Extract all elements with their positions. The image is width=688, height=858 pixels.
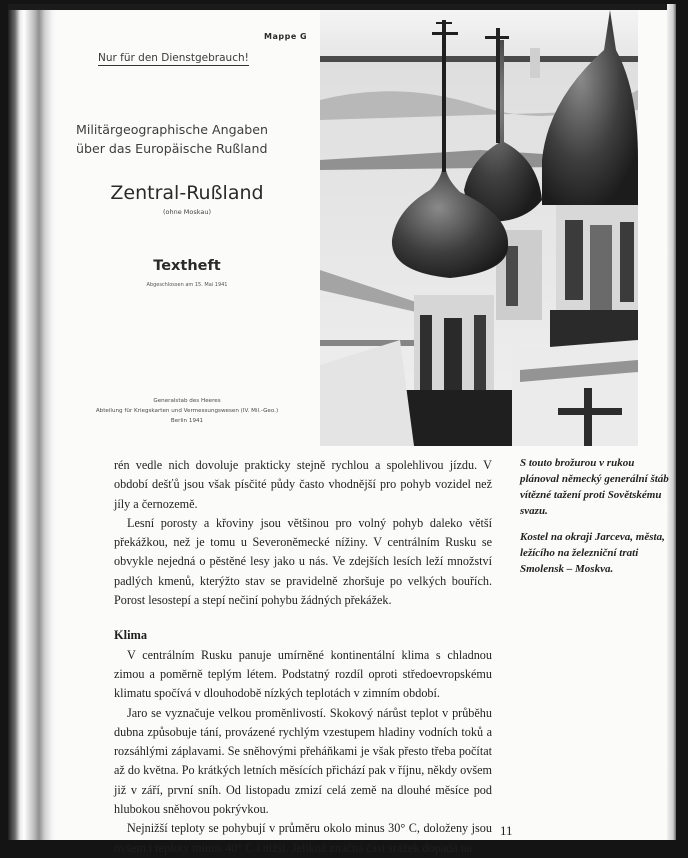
- caption-church: Kostel na okraji Jarceva, města, ležícího na železniční trati Smolensk – Moskva.: [520, 531, 665, 575]
- restriction-notice: Nur für den Dienstgebrauch!: [98, 52, 249, 64]
- page-number: 11: [500, 823, 513, 838]
- caption-brochure: S touto brožurou v rukou plánoval německý generální štáb vítězné tažení proti Sovětskému svazu.: [520, 457, 669, 517]
- paragraph: V centrálním Rusku panuje umírněné kontinentální klima s chladnou zimou a poměrně teplým létem. Podstatný rozdíl oproti středoevropskému klimatu spočívá v dlouhodobě nízkých teplotách v zimním období.: [114, 647, 492, 701]
- publisher-line3: Berlin 1941: [170, 418, 204, 424]
- paragraph: Lesní porosty a křoviny jsou většinou pro volný pohyb daleko větší překážkou, než je tomu u Severoněmecké nížiny. V centrálním Rusku se obvykle nejedná o pěstěné lesy jako u nás. Ve zdejších lesích leží množství padlých kmenů, kterýžto stav se pravidelně zhoršuje po velkých bouřích. Porost lesostepí a stepí nečiní pohybu žádných překážek.: [114, 515, 492, 608]
- cover-reproduction: [56, 14, 318, 444]
- completion-date: Abgeschlossen am 15. Mai 1941: [146, 282, 228, 288]
- booklet-label: Textheft: [153, 258, 221, 274]
- right-page-edge: [667, 4, 676, 840]
- paragraph: Nejnižší teploty se pohybují v průměru okolo minus 30° C, doloženy jsou ovšem i teploty minus 40° C i nižší. Jelikož značná část srážek dopadá na: [114, 821, 492, 855]
- folder-label: Mappe G: [264, 32, 308, 41]
- publisher-line1: Generalstab des Heeres: [153, 398, 221, 404]
- publisher-line2: Abteilung für Kriegskarten und Vermessungswesen (IV. Mil.-Geo.): [95, 408, 279, 414]
- paragraph: Jaro se vyznačuje velkou proměnlivostí. Skokový nárůst teplot v průběhu dubna způsobuje tání, provázené rychlým vzestupem hladiny vodních toků a rozsáhlými záplavami. Se sněhovými přeháňkami je však přesto třeba počítat až do května. Po krátkých letních měsících přichází pak v říjnu, někdy ovšem již v září, první sníh. Od listopadu zmizí celá země na dlouhé měsíce pod hlubokou sněhovou pokrývkou.: [114, 705, 492, 817]
- cover-title-line2: über das Europäische Rußland: [76, 141, 268, 156]
- region-title: Zentral-Rußland: [110, 182, 264, 204]
- paragraph: rén vedle nich dovoluje prakticky stejně rychlou a spolehlivou jízdu. V období dešťů jsou však písčité půdy často vhodnější pro pohyb vozidel než jíly a černozemě.: [114, 458, 492, 511]
- region-note: (ohne Moskau): [162, 208, 212, 216]
- article-body: [114, 456, 492, 858]
- publisher-block: [56, 396, 318, 426]
- section-heading-klima: Klima: [114, 628, 148, 643]
- book-page: [8, 4, 676, 855]
- cover-title-line1: Militärgeographische Angaben: [76, 122, 269, 137]
- book-gutter-shadow: [8, 4, 56, 840]
- church-photo: [320, 10, 638, 446]
- church-domes-image: [320, 10, 638, 446]
- cover-title: [76, 120, 316, 158]
